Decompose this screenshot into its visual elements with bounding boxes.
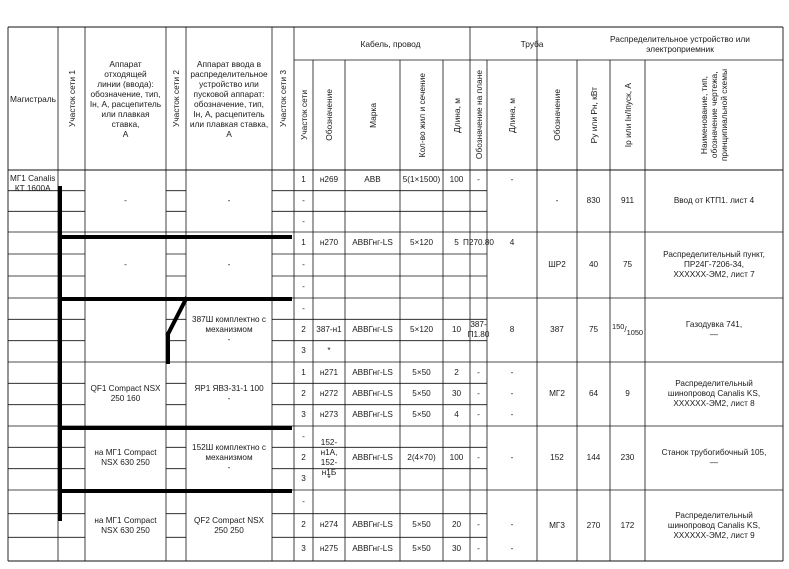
row-seg: - xyxy=(302,195,305,205)
in-device-cell: 387Ш комплектно с механизмом - xyxy=(192,315,266,344)
row-designation xyxy=(313,490,345,514)
out-device-cell: на МГ1 Compact NSX 630 250 xyxy=(94,448,157,467)
row-pipe-length xyxy=(487,254,537,276)
row-designation xyxy=(313,211,345,232)
row-pipe: - xyxy=(477,388,480,398)
row-designation: * xyxy=(327,346,331,356)
row-brand: АВВГнг-LS xyxy=(352,544,393,554)
row-seg: 1 xyxy=(301,175,306,185)
header-dev-name xyxy=(645,60,783,170)
row-designation: 387-н1 xyxy=(316,324,342,334)
header-dev-power xyxy=(577,60,610,170)
row-pipe xyxy=(470,490,487,514)
in-device-cell: - xyxy=(227,260,231,269)
row-brand: АВВГнг-LS xyxy=(352,452,393,462)
row-pipe: - xyxy=(477,544,480,554)
header-cable-length-text: Длина, м xyxy=(451,97,462,133)
row-designation: 152-н1А, 152-н1Б xyxy=(320,438,338,477)
row-cores xyxy=(400,191,443,212)
row-pipe-length xyxy=(487,341,537,362)
row-pipe xyxy=(470,211,487,232)
row-seg: - xyxy=(302,431,305,441)
header-dev-designation xyxy=(537,60,577,170)
row-brand xyxy=(345,191,400,212)
dev-designation-cell: ШР2 xyxy=(548,260,566,269)
row-cores xyxy=(400,426,443,447)
row-cores: 5×120 xyxy=(410,324,433,334)
dev-designation-cell: - xyxy=(555,196,559,205)
dev-power-cell: 64 xyxy=(588,389,599,398)
out-device-cell: - xyxy=(124,196,127,205)
header-dev-current xyxy=(610,60,645,170)
row-pipe xyxy=(470,254,487,276)
row-pipe: 387-П1.80 xyxy=(467,319,490,339)
dev-power-cell: 144 xyxy=(586,453,601,462)
dev-power-cell: 830 xyxy=(586,196,601,205)
row-brand xyxy=(345,211,400,232)
row-length: 10 xyxy=(451,324,462,334)
header-seg1 xyxy=(58,27,85,170)
row-length: 2 xyxy=(454,367,459,377)
fraction-slash: / xyxy=(624,325,627,334)
row-brand: АВВГнг-LS xyxy=(352,238,393,247)
row-length: 30 xyxy=(451,544,462,554)
row-pipe-length xyxy=(487,298,537,319)
row-seg: 2 xyxy=(301,452,306,462)
header-pipe-designation xyxy=(470,60,487,170)
header-seg3-text: Участок сети 3 xyxy=(278,70,288,127)
row-pipe xyxy=(470,341,487,362)
header-seg2-text: Участок сети 2 xyxy=(171,70,181,127)
dev-name-cell: Распределительный шинопровод Canalis KS, ХХХХХХ-ЭМ2, лист 8 xyxy=(667,379,761,408)
row-designation: н270 xyxy=(319,238,339,247)
header-dev-designation-text: Обозначение xyxy=(552,89,562,141)
row-brand xyxy=(345,469,400,490)
dev-designation-cell: 387 xyxy=(550,325,564,334)
header-pipe-designation-text: Обозначение на плане xyxy=(473,70,484,160)
header-magistral: Магистраль xyxy=(9,93,57,104)
row-designation xyxy=(313,191,345,212)
row-cores: 5(1×1500) xyxy=(402,175,441,185)
row-length xyxy=(443,490,470,514)
row-designation: н272 xyxy=(319,388,339,398)
dev-name-cell: Станок трубогибочный 105, — xyxy=(661,448,767,467)
header-cable-seg-text: Участок сети xyxy=(298,90,309,140)
header-dev-name-text: Наименование, тип, обозначение чертежа, принципиальной схемы xyxy=(699,68,729,162)
row-cores xyxy=(400,254,443,276)
row-brand: ABB xyxy=(364,175,381,185)
in-device-cell: 152Ш комплектно с механизмом - xyxy=(192,443,266,472)
header-seg1-text: Участок сети 1 xyxy=(66,70,77,127)
header-cable-seg xyxy=(294,60,313,170)
row-cores xyxy=(400,469,443,490)
row-seg: 3 xyxy=(301,410,306,420)
out-device-cell: - xyxy=(124,260,127,269)
row-pipe-length: 4 xyxy=(509,238,515,247)
row-length xyxy=(443,191,470,212)
dev-current-cell: 75 xyxy=(622,260,633,269)
row-pipe-length: - xyxy=(510,367,514,377)
dev-current-cell: 911 xyxy=(620,196,635,205)
row-cores: 5×50 xyxy=(412,544,431,554)
row-pipe-length: - xyxy=(510,520,514,530)
row-pipe-length: - xyxy=(510,410,514,420)
row-designation: н269 xyxy=(319,175,339,185)
row-cores xyxy=(400,276,443,298)
header-dev-current-text: Iр или Iн/Iпуск, А xyxy=(622,82,633,148)
row-cores: 5×50 xyxy=(412,520,431,530)
header-seg3 xyxy=(272,27,294,170)
row-cores xyxy=(400,341,443,362)
out-device-cell: QF1 Compact NSX 250 160 xyxy=(90,384,161,403)
row-length xyxy=(443,211,470,232)
row-brand: АВВГнг-LS xyxy=(352,520,393,530)
row-length xyxy=(443,469,470,490)
row-designation: н271 xyxy=(319,367,339,377)
row-pipe-length xyxy=(487,490,537,514)
header-pipe-length-text: Длина, м xyxy=(507,97,517,133)
row-brand xyxy=(345,276,400,298)
dev-current-cell: 9 xyxy=(625,389,630,398)
row-seg: - xyxy=(302,282,305,291)
row-seg: - xyxy=(302,496,305,506)
dev-power-cell: 75 xyxy=(588,325,599,334)
row-length: 100 xyxy=(449,452,464,462)
current-numerator: 150 xyxy=(611,322,625,331)
row-brand xyxy=(345,341,400,362)
in-device-cell: QF2 Compact NSX 250 250 xyxy=(193,515,265,535)
row-brand xyxy=(345,254,400,276)
row-pipe: П270.80 xyxy=(463,238,494,247)
header-pipe-length xyxy=(487,60,537,170)
header-cable-cores-text: Кол-во жил и сечение xyxy=(416,72,427,158)
header-cable-brand xyxy=(345,60,400,170)
row-seg: 3 xyxy=(301,544,306,554)
header-device-group: Распределительное устройство или электроприемник xyxy=(609,33,750,54)
row-cores xyxy=(400,211,443,232)
header-pipe-group: Труба xyxy=(520,38,544,49)
row-pipe xyxy=(470,469,487,490)
header-cable-brand-text: Марка xyxy=(367,102,378,128)
row-designation: н275 xyxy=(319,544,339,554)
row-length xyxy=(443,426,470,447)
current-denominator: 1050 xyxy=(626,328,644,337)
row-brand: АВВГнг-LS xyxy=(352,410,393,420)
row-cores: 2(4×70) xyxy=(407,452,436,462)
row-pipe-length: - xyxy=(510,175,514,185)
row-pipe-length: 8 xyxy=(509,324,515,334)
row-length xyxy=(443,341,470,362)
row-seg: 3 xyxy=(301,346,306,356)
dev-name-cell: Газодувка 741, — xyxy=(685,320,743,339)
dev-designation-cell: 152 xyxy=(550,453,564,462)
row-pipe xyxy=(470,276,487,298)
row-pipe-length: - xyxy=(510,544,514,554)
row-pipe-length: - xyxy=(510,388,514,398)
branch-3-diagonal xyxy=(168,299,186,334)
header-out-device: Аппарат отходящей линии (ввода): обозначение, тип, Iн, А, расцепитель или плавкая ставка, А xyxy=(89,58,162,139)
header-seg2 xyxy=(166,27,186,170)
dev-name-cell: Распределительный пункт, ПР24Г-7206-34, ХХХХХХ-ЭМ2, лист 7 xyxy=(663,250,765,279)
header-cable-group: Кабель, провод xyxy=(360,38,421,49)
row-seg: 2 xyxy=(301,324,306,334)
row-designation: * xyxy=(327,474,331,484)
row-seg: - xyxy=(302,260,305,269)
dev-designation-cell: МГ2 xyxy=(549,389,565,398)
row-designation xyxy=(313,276,345,298)
magistral-label: МГ1 Canalis КТ 1600А xyxy=(10,174,56,193)
row-pipe: - xyxy=(477,367,480,377)
row-seg: - xyxy=(302,216,305,226)
row-seg: 3 xyxy=(301,474,306,484)
row-pipe xyxy=(470,191,487,212)
row-length: 100 xyxy=(449,175,464,185)
row-pipe xyxy=(470,426,487,447)
row-pipe: - xyxy=(477,520,480,530)
dev-power-cell: 270 xyxy=(586,520,601,530)
row-seg: 2 xyxy=(301,388,306,398)
row-brand xyxy=(345,426,400,447)
dev-current-cell: 230 xyxy=(620,453,635,462)
row-length xyxy=(443,276,470,298)
row-designation xyxy=(313,298,345,319)
row-pipe: - xyxy=(477,410,480,420)
row-length: 30 xyxy=(451,388,462,398)
out-device-cell: на МГ1 Compact NSX 630 250 xyxy=(94,515,157,535)
in-device-cell: - xyxy=(227,196,231,205)
row-seg: 1 xyxy=(301,367,306,377)
row-cores xyxy=(400,490,443,514)
row-length: 5 xyxy=(454,238,459,247)
row-cores: 5×50 xyxy=(412,367,431,377)
dev-designation-cell: МГ3 xyxy=(549,520,565,530)
row-cores: 5×50 xyxy=(412,410,431,420)
row-brand: АВВГнг-LS xyxy=(352,388,393,398)
row-length xyxy=(443,254,470,276)
dev-power-cell: 40 xyxy=(588,260,599,269)
dev-current-cell: 172 xyxy=(620,520,635,530)
dev-name-cell: Распределительный шинопровод Canalis KS, ХХХХХХ-ЭМ2, лист 9 xyxy=(667,510,761,540)
dev-current-fraction xyxy=(610,298,645,362)
row-pipe-length xyxy=(487,191,537,212)
row-pipe-length xyxy=(487,426,537,447)
dev-name-cell: Ввод от КТП1. лист 4 xyxy=(673,196,755,205)
row-pipe-length: - xyxy=(510,452,514,462)
row-brand xyxy=(345,298,400,319)
row-designation: н274 xyxy=(319,520,339,530)
row-designation: н273 xyxy=(319,410,339,420)
row-cores: 5×120 xyxy=(410,238,433,247)
row-seg: 2 xyxy=(301,520,306,530)
header-cable-cores xyxy=(400,60,443,170)
row-pipe: - xyxy=(477,175,480,185)
row-seg: - xyxy=(302,303,305,313)
in-device-cell: ЯР1 ЯВЗ-31-1 100 - xyxy=(194,384,264,403)
header-cable-length xyxy=(443,60,470,170)
row-length xyxy=(443,298,470,319)
row-cores: 5×50 xyxy=(412,388,431,398)
header-cable-designation xyxy=(313,60,345,170)
header-dev-power-text: Pу или Pн, кВт xyxy=(588,86,599,144)
row-brand: АВВГнг-LS xyxy=(352,324,393,334)
row-seg: 1 xyxy=(301,238,306,247)
row-pipe xyxy=(470,298,487,319)
row-cores xyxy=(400,298,443,319)
row-length: 20 xyxy=(451,520,462,530)
row-designation xyxy=(313,254,345,276)
row-pipe-length xyxy=(487,469,537,490)
row-length: 4 xyxy=(454,410,459,420)
header-in-device: Аппарат ввода в распределительное устройство или пусковой аппарат: обозначение, тип, Iн, А, расцепитель или плавкая ставка, А xyxy=(189,58,269,139)
out-device-cell xyxy=(85,298,166,362)
row-pipe: - xyxy=(477,452,480,462)
row-brand xyxy=(345,490,400,514)
row-pipe-length xyxy=(487,211,537,232)
header-cable-designation-text: Обозначение xyxy=(324,89,334,141)
row-brand: АВВГнг-LS xyxy=(352,367,393,377)
row-pipe-length xyxy=(487,276,537,298)
